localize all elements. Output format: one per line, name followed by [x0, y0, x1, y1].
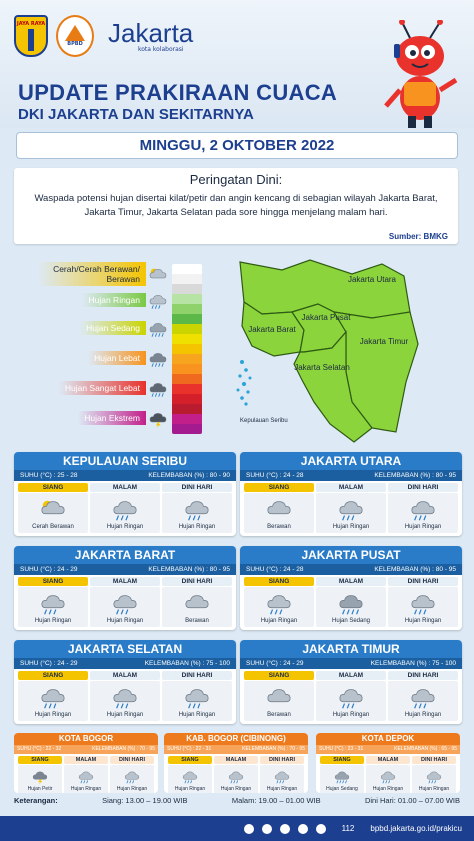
period-dini-hari: DINI HARI [388, 671, 458, 680]
instagram-icon[interactable] [280, 824, 290, 834]
forecast-condition: Hujan Ringan [404, 523, 442, 530]
period-siang: SIANG [18, 483, 88, 492]
period-malam: MALAM [64, 756, 108, 764]
forecast-card [316, 733, 460, 793]
forecast-cell [162, 681, 232, 721]
card-climate-row [14, 745, 158, 754]
card-humidity: KELEMBABAN (%) : 75 - 100 [370, 660, 456, 667]
card-humidity: KELEMBABAN (%) : 70 - 95 [92, 746, 155, 752]
card-temp: SUHU (°C) : 24 - 29 [246, 660, 304, 667]
mascot-ant-illustration [380, 20, 464, 130]
card-region-name: JAKARTA SELATAN [14, 640, 236, 658]
forecast-cell [18, 587, 88, 627]
period-siang: SIANG [244, 671, 314, 680]
light-rain-icon [408, 685, 438, 711]
twitter-icon[interactable] [262, 824, 272, 834]
map-kepulauan-seribu [237, 360, 252, 406]
moderate-rain-icon [336, 591, 366, 617]
period-malam: MALAM [316, 577, 386, 586]
light-rain-icon [408, 591, 438, 617]
light-rain-icon [38, 591, 68, 617]
card-climate-row [164, 745, 308, 754]
forecast-condition: Hujan Petir [27, 785, 53, 792]
light-rain-icon [110, 685, 140, 711]
card-temp: SUHU (°C) : 25 - 28 [20, 472, 78, 479]
card-region-name: JAKARTA UTARA [240, 452, 462, 470]
light-rain-icon [110, 497, 140, 523]
early-warning-box [14, 168, 458, 244]
forecast-cell [388, 587, 458, 627]
card-period-tabs [240, 669, 462, 681]
time-legend-siang: Siang: 13.00 – 19.00 WIB [102, 796, 188, 805]
card-period-tabs [14, 481, 236, 493]
light-rain-icon [424, 769, 444, 785]
time-legend-title: Keterangan: [14, 796, 58, 805]
period-siang: SIANG [244, 483, 314, 492]
forecast-cell [90, 587, 160, 627]
period-siang: SIANG [18, 577, 88, 586]
light-rain-icon [378, 769, 398, 785]
card-humidity: KELEMBABAN (%) : 80 - 95 [148, 566, 230, 573]
period-dini-hari: DINI HARI [110, 756, 154, 764]
forecast-condition: Hujan Ringan [70, 785, 102, 792]
card-climate-row [14, 470, 236, 481]
card-climate-row [240, 658, 462, 669]
forecast-condition: Hujan Ringan [418, 785, 450, 792]
forecast-cell [162, 493, 232, 533]
card-region-name: JAKARTA TIMUR [240, 640, 462, 658]
forecast-cell [168, 765, 212, 793]
legend-label: Hujan Lebat [88, 351, 146, 365]
forecast-cell [90, 493, 160, 533]
forecast-condition: Hujan Ringan [332, 711, 370, 718]
period-dini-hari: DINI HARI [412, 756, 456, 764]
legend-label: Hujan Ekstrem [78, 411, 146, 425]
card-region-name: JAKARTA BARAT [14, 546, 236, 564]
warning-title: Peringatan Dini: [189, 172, 283, 187]
period-malam: MALAM [366, 756, 410, 764]
cloud-icon [264, 685, 294, 711]
forecast-cell [90, 681, 160, 721]
card-temp: SUHU (°C) : 24 - 29 [20, 566, 78, 573]
forecast-card [14, 546, 236, 630]
forecast-card [14, 640, 236, 724]
sun-cloud-icon [148, 266, 168, 285]
card-temp: SUHU (°C) : 24 - 28 [246, 566, 304, 573]
period-siang: SIANG [18, 756, 62, 764]
light-rain-icon [182, 497, 212, 523]
card-temp: SUHU (°C) : 24 - 29 [20, 660, 78, 667]
forecast-cell [412, 765, 456, 793]
forecast-condition: Hujan Ringan [178, 523, 216, 530]
period-malam: MALAM [90, 483, 160, 492]
bpbd-logo: BPBD [56, 15, 94, 57]
light-rain-icon [122, 769, 142, 785]
legend-item [78, 410, 168, 426]
heavy-rain-icon [148, 350, 168, 369]
legend-item [38, 262, 168, 286]
card-region-name: JAKARTA PUSAT [240, 546, 462, 564]
period-siang: SIANG [320, 756, 364, 764]
card-period-tabs [240, 575, 462, 587]
dki-emblem-logo: JAYA RAYA [14, 15, 48, 57]
card-climate-row [240, 470, 462, 481]
card-humidity: KELEMBABAN (%) : 80 - 95 [374, 566, 456, 573]
forecast-condition: Hujan Ringan [174, 785, 206, 792]
forecast-cell [244, 587, 314, 627]
forecast-card [240, 452, 462, 536]
light-rain-icon [272, 769, 292, 785]
map-label-islands: Kepulauan Seribu [240, 418, 288, 424]
forecast-condition: Hujan Ringan [178, 711, 216, 718]
forecast-cell [366, 765, 410, 793]
moderate-rain-icon [332, 769, 352, 785]
forecast-cell [316, 493, 386, 533]
period-dini-hari: DINI HARI [260, 756, 304, 764]
forecast-cell [18, 765, 62, 793]
website-link[interactable]: bpbd.jakarta.go.id/prakicu [370, 824, 462, 833]
light-rain-icon [336, 685, 366, 711]
card-temp: SUHU (°C) : 22 - 32 [17, 746, 62, 752]
card-period-tabs [316, 754, 460, 765]
page-subtitle: DKI JAKARTA DAN SEKITARNYA [18, 106, 254, 123]
period-dini-hari: DINI HARI [162, 671, 232, 680]
legend-label: Cerah/Cerah Berawan/ Berawan [38, 262, 146, 286]
card-period-tabs [164, 754, 308, 765]
card-region-name: KAB. BOGOR (CIBINONG) [164, 733, 308, 745]
period-dini-hari: DINI HARI [162, 577, 232, 586]
card-climate-row [240, 564, 462, 575]
period-dini-hari: DINI HARI [162, 483, 232, 492]
jakarta-region-map [222, 252, 466, 448]
legend-item [82, 292, 168, 308]
forecast-condition: Cerah Berawan [32, 523, 74, 530]
period-malam: MALAM [316, 483, 386, 492]
forecast-cell [388, 493, 458, 533]
light-rain-icon [226, 769, 246, 785]
period-siang: SIANG [168, 756, 212, 764]
card-humidity: KELEMBABAN (%) : 70 - 95 [242, 746, 305, 752]
card-period-tabs [240, 481, 462, 493]
forecast-condition: Hujan Sedang [331, 617, 371, 624]
forecast-condition: Hujan Ringan [106, 711, 144, 718]
period-malam: MALAM [90, 671, 160, 680]
web-icon[interactable] [316, 824, 326, 834]
warning-text: Waspada potensi hujan disertai kilat/petir dan angin kencang di sebagian wilayah Jakarta Barat, Jakarta Timur, Jakarta Selatan pada sore hingga menjelang malam hari. [34, 193, 438, 218]
forecast-condition: Berawan [267, 523, 291, 530]
period-siang: SIANG [18, 671, 88, 680]
forecast-cell [316, 681, 386, 721]
card-humidity: KELEMBABAN (%) : 80 - 90 [148, 472, 230, 479]
forecast-card [14, 733, 158, 793]
forecast-cell [64, 765, 108, 793]
forecast-cell [18, 681, 88, 721]
warning-source: Sumber: BMKG [388, 232, 448, 241]
logo-row [14, 12, 193, 60]
forecast-condition: Hujan Ringan [266, 785, 298, 792]
forecast-cell [244, 681, 314, 721]
forecast-condition: Hujan Ringan [404, 711, 442, 718]
card-region-name: KOTA DEPOK [316, 733, 460, 745]
period-dini-hari: DINI HARI [388, 577, 458, 586]
time-legend [14, 796, 460, 810]
light-rain-icon [148, 292, 168, 311]
forecast-cell [244, 493, 314, 533]
cloud-icon [182, 591, 212, 617]
card-temp: SUHU (°C) : 23 - 31 [319, 746, 364, 752]
legend-item [59, 380, 168, 396]
forecast-condition: Hujan Sedang [326, 785, 358, 792]
forecast-condition: Hujan Ringan [260, 617, 298, 624]
forecast-condition: Hujan Ringan [116, 785, 148, 792]
legend-label: Hujan Sangat Lebat [59, 381, 146, 395]
time-legend-dini: Dini Hari: 01.00 – 07.00 WIB [364, 796, 460, 805]
legend-item [80, 320, 168, 336]
period-malam: MALAM [214, 756, 258, 764]
light-rain-icon [180, 769, 200, 785]
forecast-condition: Hujan Ringan [106, 523, 144, 530]
forecast-condition: Hujan Ringan [34, 617, 72, 624]
facebook-icon[interactable] [244, 824, 254, 834]
legend-item [88, 350, 168, 366]
forecast-cell [316, 587, 386, 627]
card-period-tabs [14, 575, 236, 587]
period-malam: MALAM [90, 577, 160, 586]
forecast-date: MINGGU, 2 OKTOBER 2022 [16, 132, 458, 159]
light-rain-icon [336, 497, 366, 523]
map-label-pusat: Jakarta Pusat [301, 313, 351, 322]
forecast-cell [162, 587, 232, 627]
hotline-number: 112 [341, 824, 355, 833]
light-rain-icon [76, 769, 96, 785]
forecast-condition: Hujan Ringan [106, 617, 144, 624]
extreme-rain-icon [148, 410, 168, 429]
card-region-name: KEPULAUAN SERIBU [14, 452, 236, 470]
page-title: UPDATE PRAKIRAAN CUACA [18, 80, 338, 105]
forecast-cell [320, 765, 364, 793]
sun-cloud-icon [38, 497, 68, 523]
map-label-selatan: Jakarta Selatan [294, 363, 350, 372]
thunder-rain-icon [30, 769, 50, 785]
card-period-tabs [14, 754, 158, 765]
forecast-condition: Hujan Ringan [34, 711, 72, 718]
very-heavy-rain-icon [148, 380, 168, 399]
card-period-tabs [14, 669, 236, 681]
period-malam: MALAM [316, 671, 386, 680]
legend-label: Hujan Sedang [80, 321, 146, 335]
cloud-icon [264, 497, 294, 523]
forecast-card [240, 640, 462, 724]
forecast-card [240, 546, 462, 630]
footer-bar [0, 816, 474, 841]
time-legend-malam: Malam: 19.00 – 01.00 WIB [231, 796, 321, 805]
forecast-condition: Berawan [267, 711, 291, 718]
period-siang: SIANG [244, 577, 314, 586]
card-climate-row [14, 658, 236, 669]
light-rain-icon [264, 591, 294, 617]
map-label-timur: Jakarta Timur [359, 337, 409, 346]
card-climate-row [316, 745, 460, 754]
map-label-utara: Jakarta Utara [347, 275, 397, 284]
forecast-condition: Berawan [185, 617, 209, 624]
card-humidity: KELEMBABAN (%) : 75 - 100 [144, 660, 230, 667]
jakarta-logo: Jakarta kota kolaborasi [108, 17, 194, 53]
card-region-name: KOTA BOGOR [14, 733, 158, 745]
forecast-cell [260, 765, 304, 793]
card-temp: SUHU (°C) : 22 - 31 [167, 746, 212, 752]
forecast-cell [18, 493, 88, 533]
forecast-condition: Hujan Ringan [332, 523, 370, 530]
youtube-icon[interactable] [298, 824, 308, 834]
card-humidity: KELEMBABAN (%) : 65 - 95 [394, 746, 457, 752]
moderate-rain-icon [148, 320, 168, 339]
forecast-condition: Hujan Ringan [372, 785, 404, 792]
card-humidity: KELEMBABAN (%) : 80 - 95 [374, 472, 456, 479]
card-climate-row [14, 564, 236, 575]
forecast-card [164, 733, 308, 793]
legend-label: Hujan Ringan [82, 293, 146, 307]
light-rain-icon [110, 591, 140, 617]
card-temp: SUHU (°C) : 24 - 28 [246, 472, 304, 479]
map-label-barat: Jakarta Barat [248, 325, 296, 334]
light-rain-icon [408, 497, 438, 523]
forecast-card [14, 452, 236, 536]
forecast-condition: Hujan Ringan [220, 785, 252, 792]
light-rain-icon [38, 685, 68, 711]
light-rain-icon [182, 685, 212, 711]
forecast-cell [110, 765, 154, 793]
forecast-cell [388, 681, 458, 721]
forecast-cell [214, 765, 258, 793]
forecast-condition: Hujan Ringan [404, 617, 442, 624]
legend-color-scale [172, 264, 202, 434]
period-dini-hari: DINI HARI [388, 483, 458, 492]
